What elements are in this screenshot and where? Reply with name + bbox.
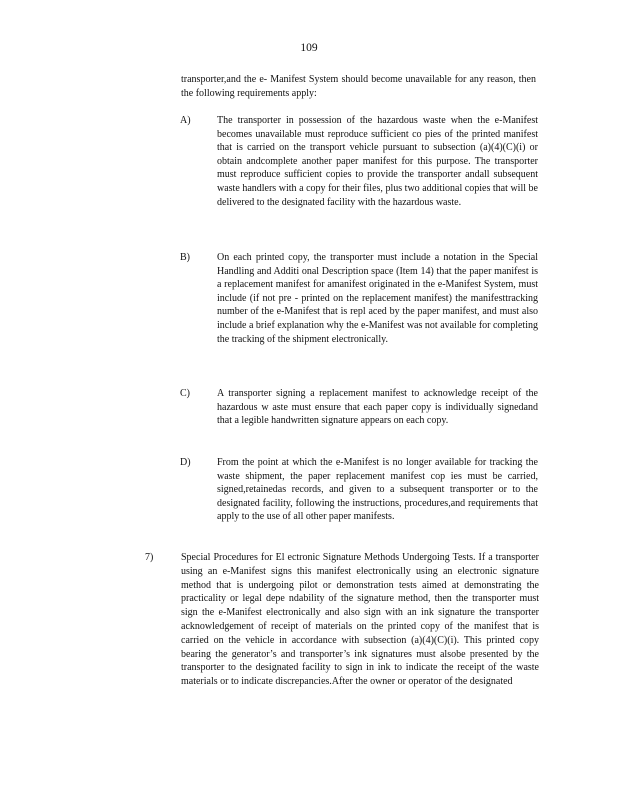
item-a-label: A) [180,115,191,126]
section-7-text: Special Procedures for El ectronic Signature Methods Undergoing Tests. If a transporter using an e-Manifest signs this manifest electronically using an electronic signature method that is undergoing pilot or demonstration tests aimed at demonstrating the practicality or legal depe ndability of the signature method, then the transporter must sign the e-Manifest electronically and also sign with an ink signature the transporter acknowledgement of receipt of materials on the printed copy of the manifest that is carried on the vehicle in accordance with subsection (a)(4)(C)(i). This printed copy bearing the generator’s and transporter’s ink signatures must alsobe presented by the transporter to the designated facility to sign in ink to indicate the receipt of the waste materials or to indicate discrepancies.After the owner or operator of the designated [181,552,539,688]
intro-paragraph: transporter,and the e- Manifest System should become unavailable for any reason, then the following requirements apply: [181,74,536,99]
item-d-text: From the point at which the e-Manifest is no longer available for tracking the waste shipment, the paper replacement manifest cop ies must be carried, signed,retainedas records, and given to a subsequent transporter or to the designated facility, following the instructions, procedures,and requirements that apply to the use of all other paper manifests. [217,457,538,523]
item-c-text: A transporter signing a replacement manifest to acknowledge receipt of the hazardous w aste must ensure that each paper copy is individually signedand that a legible handwritten signature appears on each copy. [217,388,538,427]
item-c-label: C) [180,388,190,399]
item-a-text: The transporter in possession of the hazardous waste when the e-Manifest becomes unavailable must reproduce sufficient co pies of the printed manifest that is carried on the transport vehicle pursuant to subsection (a)(4)(C)(i) or obtain andcomplete another paper manifest for this purpose. The transporter must reproduce sufficient copies to provide the transporter andall subsequent waste handlers with a copy for their files, plus two additional copies that will be delivered to the designated facility with the hazardous waste. [217,115,538,208]
item-d-label: D) [180,457,191,468]
section-7-label: 7) [145,552,154,563]
item-b-label: B) [180,252,190,263]
page-number: 109 [300,42,318,54]
item-b-text: On each printed copy, the transporter must include a notation in the Special Handling and Additi onal Description space (Item 14) that the paper manifest is a replacement manifest for amanifest originated in the e-Manifest System, must include (if not pre - printed on the replacement manifest) the manifesttracking number of the e-Manifest that is repl aced by the paper manifest, and must also include a brief explanation why the e-Manifest was not available for completing the tracking of the shipment electronically. [217,252,538,345]
